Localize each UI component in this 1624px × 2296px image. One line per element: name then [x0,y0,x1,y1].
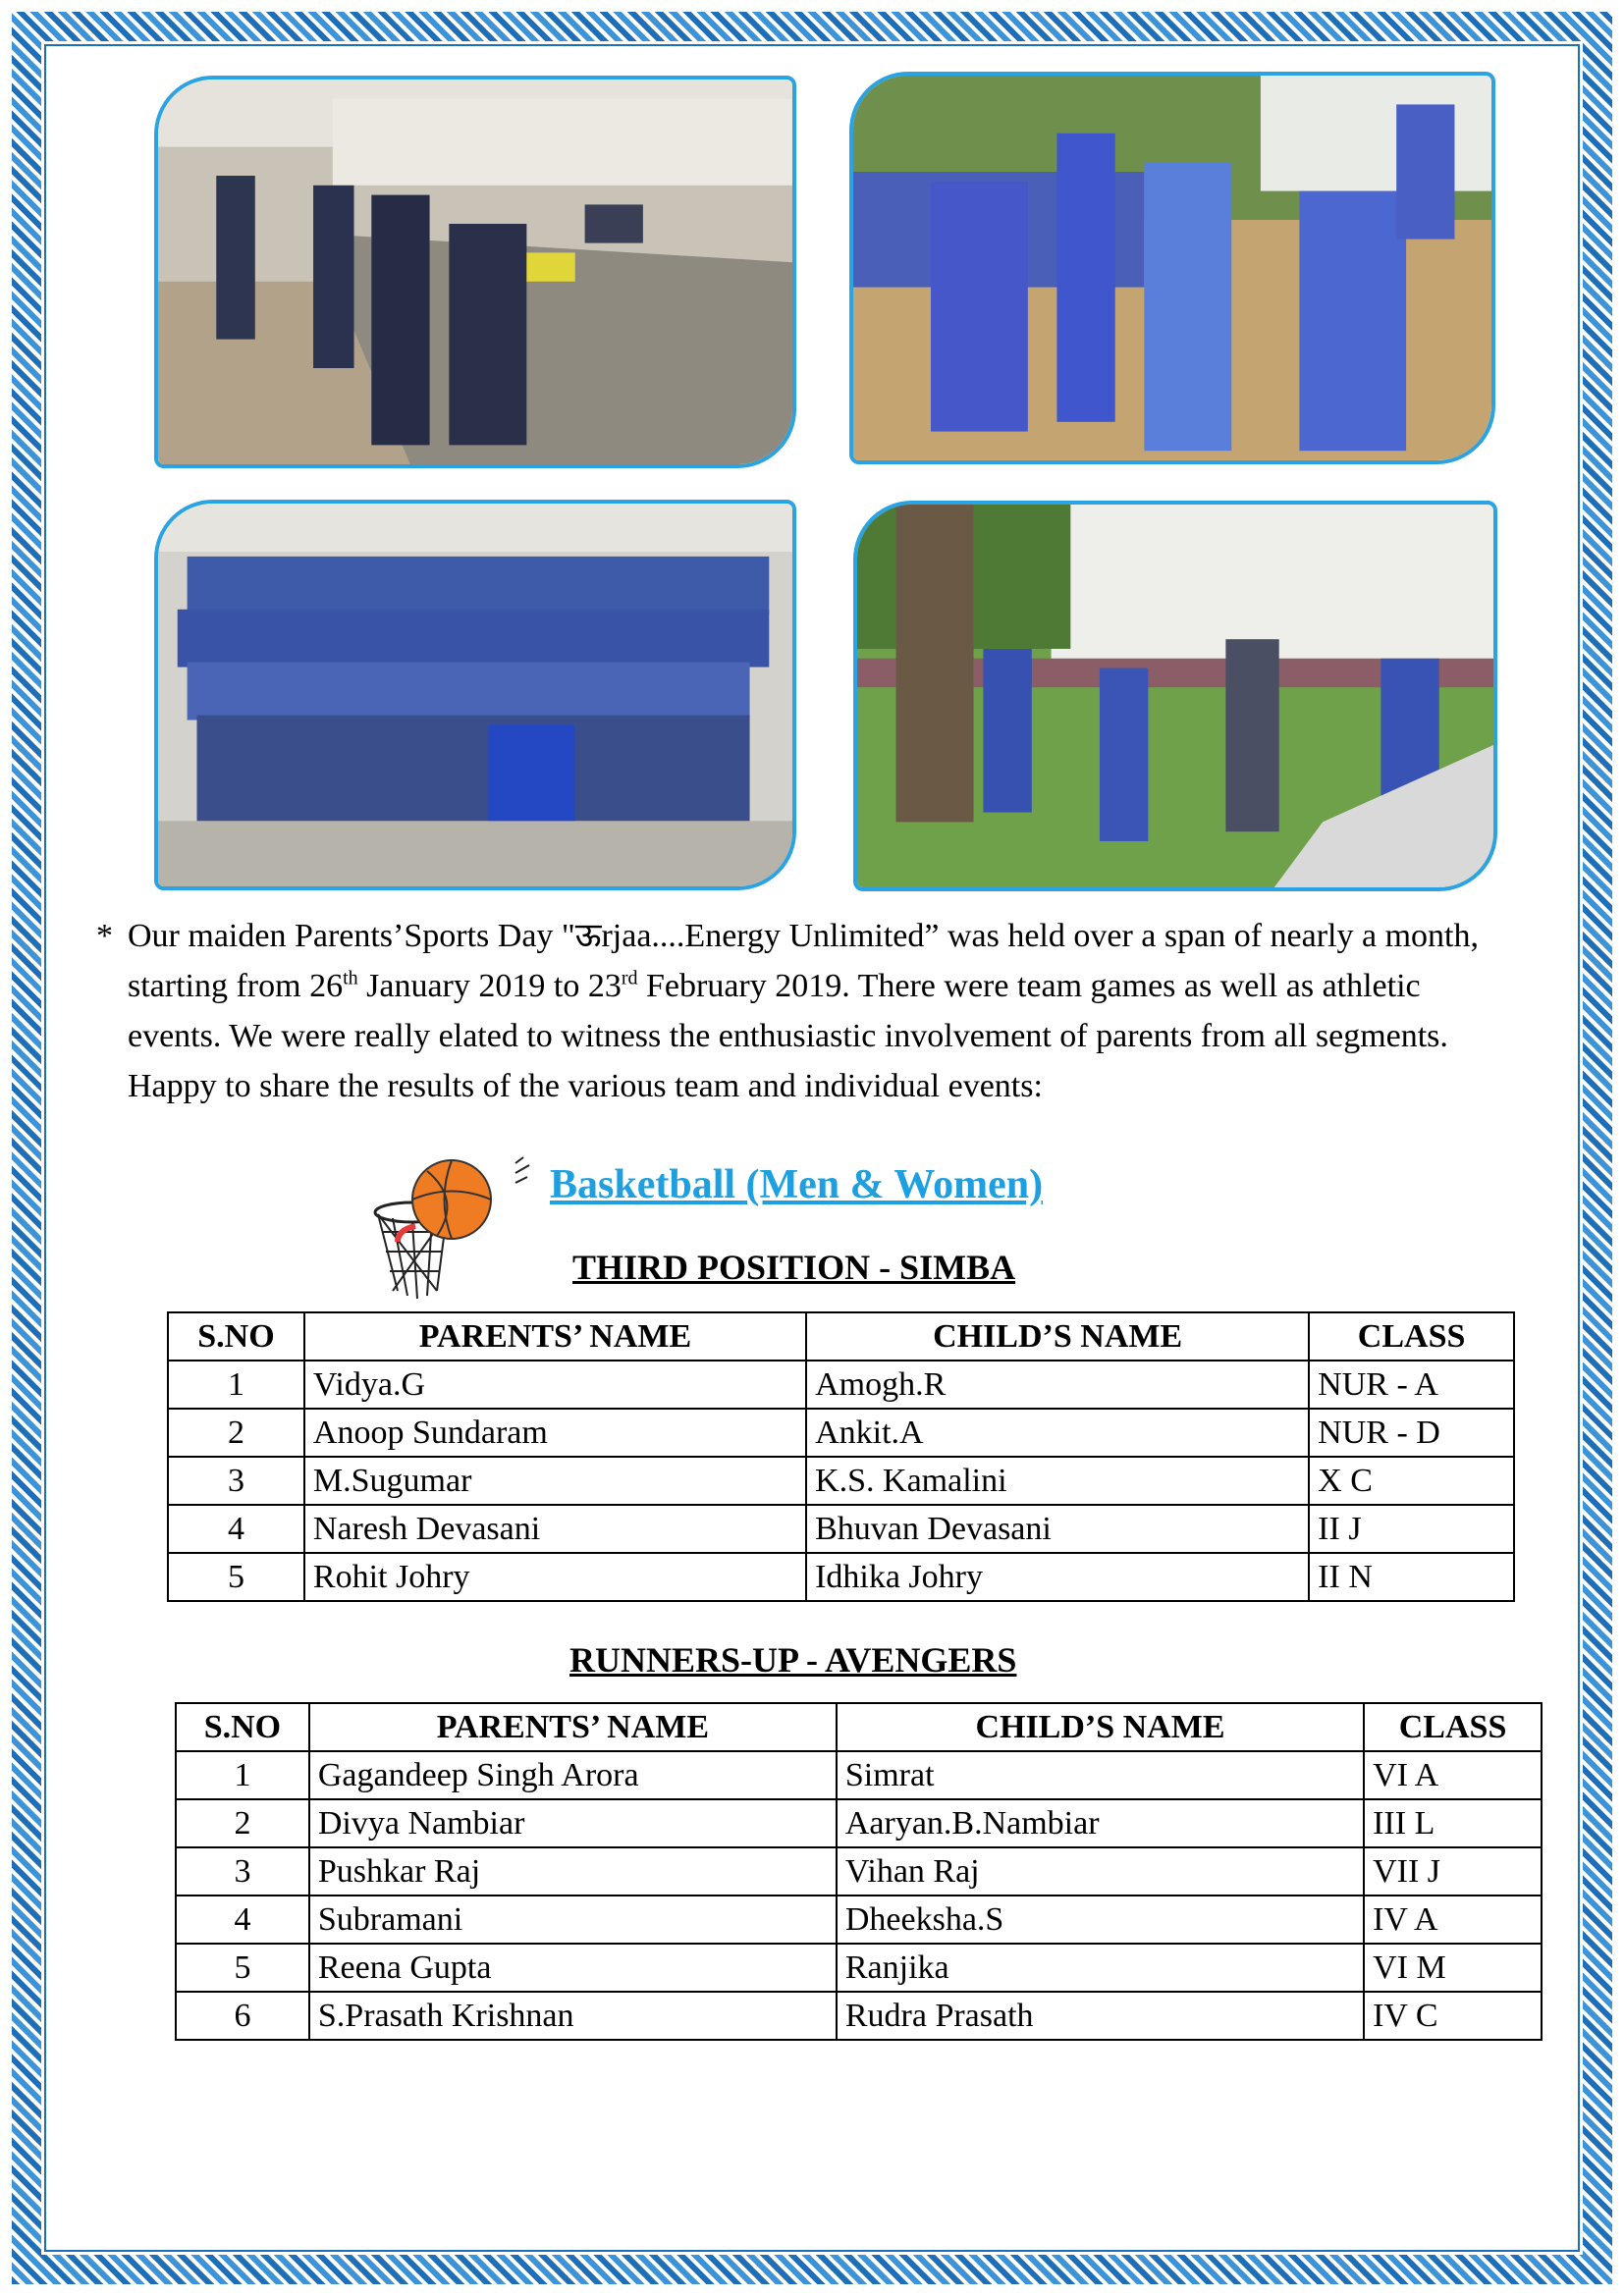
table-row [168,1553,1514,1601]
cell-child: Amogh.R [806,1361,1309,1409]
cell-sno: 2 [176,1799,309,1847]
cell-class: X C [1309,1457,1514,1505]
table-row [176,1992,1542,2040]
cell-child: Bhuvan Devasani [806,1505,1309,1553]
runners-up-table [175,1702,1543,2041]
cell-child: Rudra Prasath [837,1992,1364,2040]
cell-parent: Divya Nambiar [309,1799,837,1847]
intro-text-a: Our maiden Parents’Sports Day "ऊrjaa....Energy Unlimited” was held over a span of nearly a month, starting from 26 [128,918,1479,1004]
header-parent: PARENTS’ NAME [309,1703,837,1751]
header-child: CHILD’S NAME [837,1703,1364,1751]
cell-child: Aaryan.B.Nambiar [837,1799,1364,1847]
header-child: CHILD’S NAME [806,1312,1309,1361]
cell-child: Ankit.A [806,1409,1309,1457]
intro-text [128,911,1510,1111]
cell-sno: 5 [176,1944,309,1992]
cell-sno: 3 [168,1457,304,1505]
cell-sno: 4 [168,1505,304,1553]
cell-child: Vihan Raj [837,1847,1364,1896]
header-sno: S.NO [168,1312,304,1361]
group-photo-steps [154,500,796,890]
intro-sup-1: th [343,967,358,989]
table-row [176,1847,1542,1896]
cell-class: IV C [1364,1992,1542,2040]
intro-sup-2: rd [621,967,638,989]
cell-class: II N [1309,1553,1514,1601]
header-sno: S.NO [176,1703,309,1751]
cell-class: VI A [1364,1751,1542,1799]
table-row [176,1799,1542,1847]
cell-sno: 2 [168,1409,304,1457]
table-header-row [176,1703,1542,1751]
table-row [168,1457,1514,1505]
cell-child: K.S. Kamalini [806,1457,1309,1505]
cell-sno: 1 [176,1751,309,1799]
cell-child: Idhika Johry [806,1553,1309,1601]
cell-sno: 3 [176,1847,309,1896]
basketball-hoop-icon [368,1153,535,1310]
cell-parent: Gagandeep Singh Arora [309,1751,837,1799]
intro-text-b: January 2019 to 23 [357,968,622,1004]
cell-class: II J [1309,1505,1514,1553]
cell-parent: S.Prasath Krishnan [309,1992,837,2040]
third-position-table [167,1311,1515,1602]
cell-parent: M.Sugumar [304,1457,806,1505]
cell-sno: 4 [176,1896,309,1944]
cell-sno: 6 [176,1992,309,2040]
scouts-knot-tying-photo [154,76,796,468]
cell-parent: Rohit Johry [304,1553,806,1601]
cell-class: III L [1364,1799,1542,1847]
cell-parent: Reena Gupta [309,1944,837,1992]
header-parent: PARENTS’ NAME [304,1312,806,1361]
cell-parent: Subramani [309,1896,837,1944]
cell-parent: Pushkar Raj [309,1847,837,1896]
table-row [168,1409,1514,1457]
cell-parent: Naresh Devasani [304,1505,806,1553]
cell-class: NUR - D [1309,1409,1514,1457]
intro-text-c: February 2019. There were team games as well as athletic events. We were really elated to witness the enthusiastic involvement of parents from all segments. Happy to share the results of the various team and individual events: [128,968,1448,1104]
table-row [176,1751,1542,1799]
table-row [176,1944,1542,1992]
cell-child: Dheeksha.S [837,1896,1364,1944]
cell-sno: 1 [168,1361,304,1409]
cell-parent: Vidya.G [304,1361,806,1409]
intro-paragraph [96,911,1510,1111]
cell-child: Ranjika [837,1944,1364,1992]
blindfold-rope-game-photo [853,501,1497,891]
cell-class: VII J [1364,1847,1542,1896]
section-title: Basketball (Men & Women) [550,1162,1044,1207]
table-row [168,1505,1514,1553]
bullet-marker: * [96,918,113,954]
runners-up-heading: RUNNERS-UP - AVENGERS [569,1640,1017,1680]
header-class: CLASS [1364,1703,1542,1751]
table-header-row [168,1312,1514,1361]
cell-class: VI M [1364,1944,1542,1992]
table-row [176,1896,1542,1944]
guides-rope-activity-photo [849,72,1495,464]
cell-sno: 5 [168,1553,304,1601]
cell-child: Simrat [837,1751,1364,1799]
header-class: CLASS [1309,1312,1514,1361]
third-position-heading: THIRD POSITION - SIMBA [572,1248,1016,1287]
cell-class: NUR - A [1309,1361,1514,1409]
cell-parent: Anoop Sundaram [304,1409,806,1457]
cell-class: IV A [1364,1896,1542,1944]
table-row [168,1361,1514,1409]
